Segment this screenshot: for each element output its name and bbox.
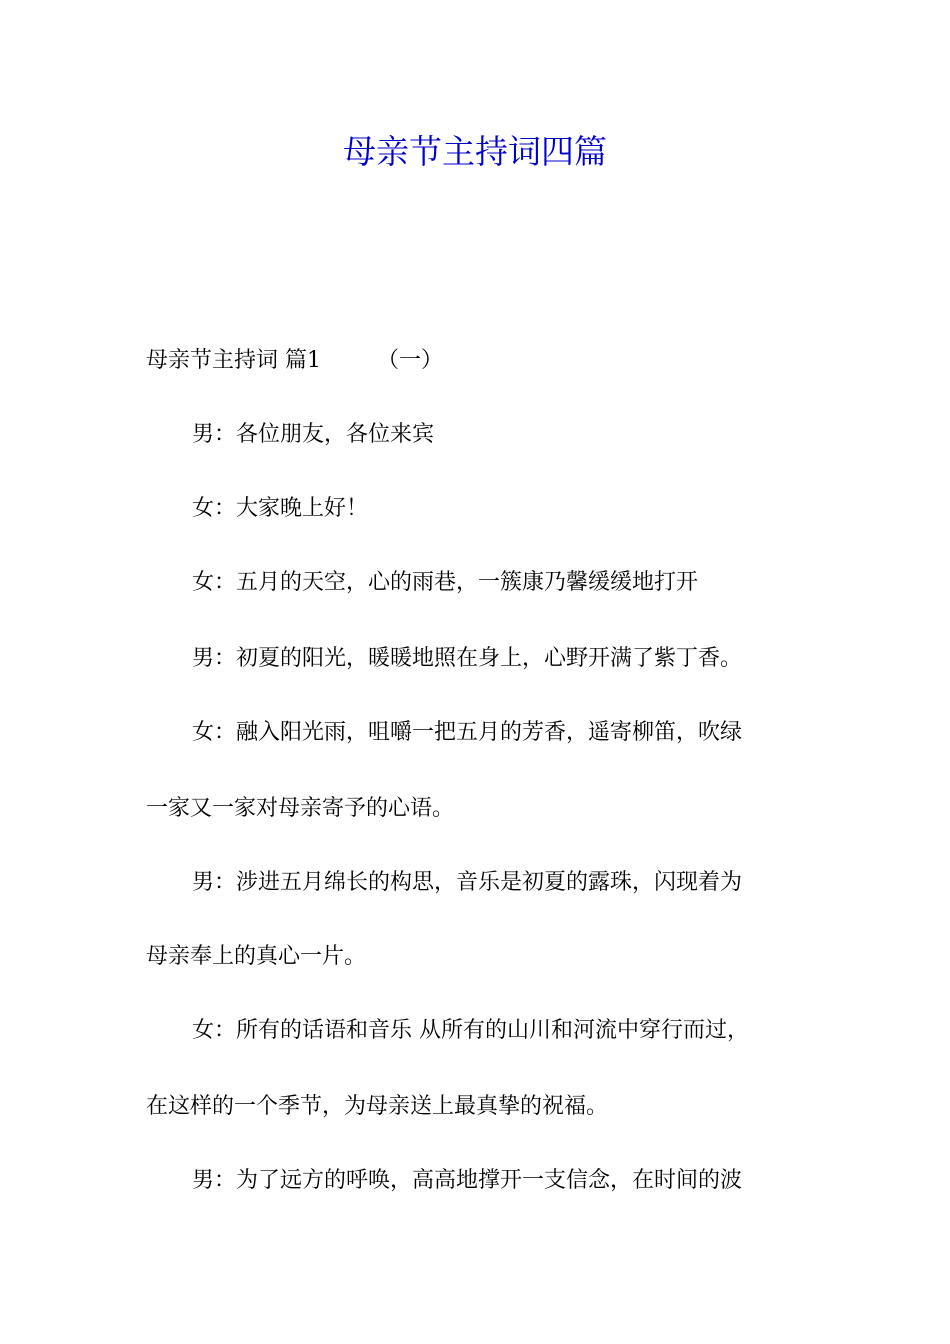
paragraph-line: 女：融入阳光雨，咀嚼一把五月的芳香，遥寄柳笛，吹绿 xyxy=(192,720,743,745)
section-number: （一） xyxy=(377,348,444,373)
paragraph-line: 女：所有的话语和音乐 从所有的山川和河流中穿行而过， xyxy=(192,1018,749,1043)
section-heading-text: 母亲节主持词 篇1 xyxy=(146,348,321,373)
paragraph-line: 在这样的一个季节，为母亲送上最真挚的祝福。 xyxy=(146,1094,609,1119)
paragraph-line: 男：涉进五月绵长的构思，音乐是初夏的露珠，闪现着为 xyxy=(192,870,743,895)
paragraph-line: 女：五月的天空，心的雨巷，一簇康乃馨缓缓地打开 xyxy=(192,570,699,595)
paragraph-line: 女：大家晚上好！ xyxy=(192,496,369,521)
paragraph-line: 一家又一家对母亲寄予的心语。 xyxy=(146,796,455,821)
paragraph-line: 男：初夏的阳光，暖暖地照在身上，心野开满了紫丁香。 xyxy=(192,646,743,671)
section-heading xyxy=(146,346,826,376)
paragraph-line: 男：为了远方的呼唤，高高地撑开一支信念，在时间的波 xyxy=(192,1168,743,1193)
paragraph-line: 男：各位朋友，各位来宾 xyxy=(192,422,435,447)
document-title: 母亲节主持词四篇 xyxy=(343,132,607,171)
paragraph-line: 母亲奉上的真心一片。 xyxy=(146,944,367,969)
